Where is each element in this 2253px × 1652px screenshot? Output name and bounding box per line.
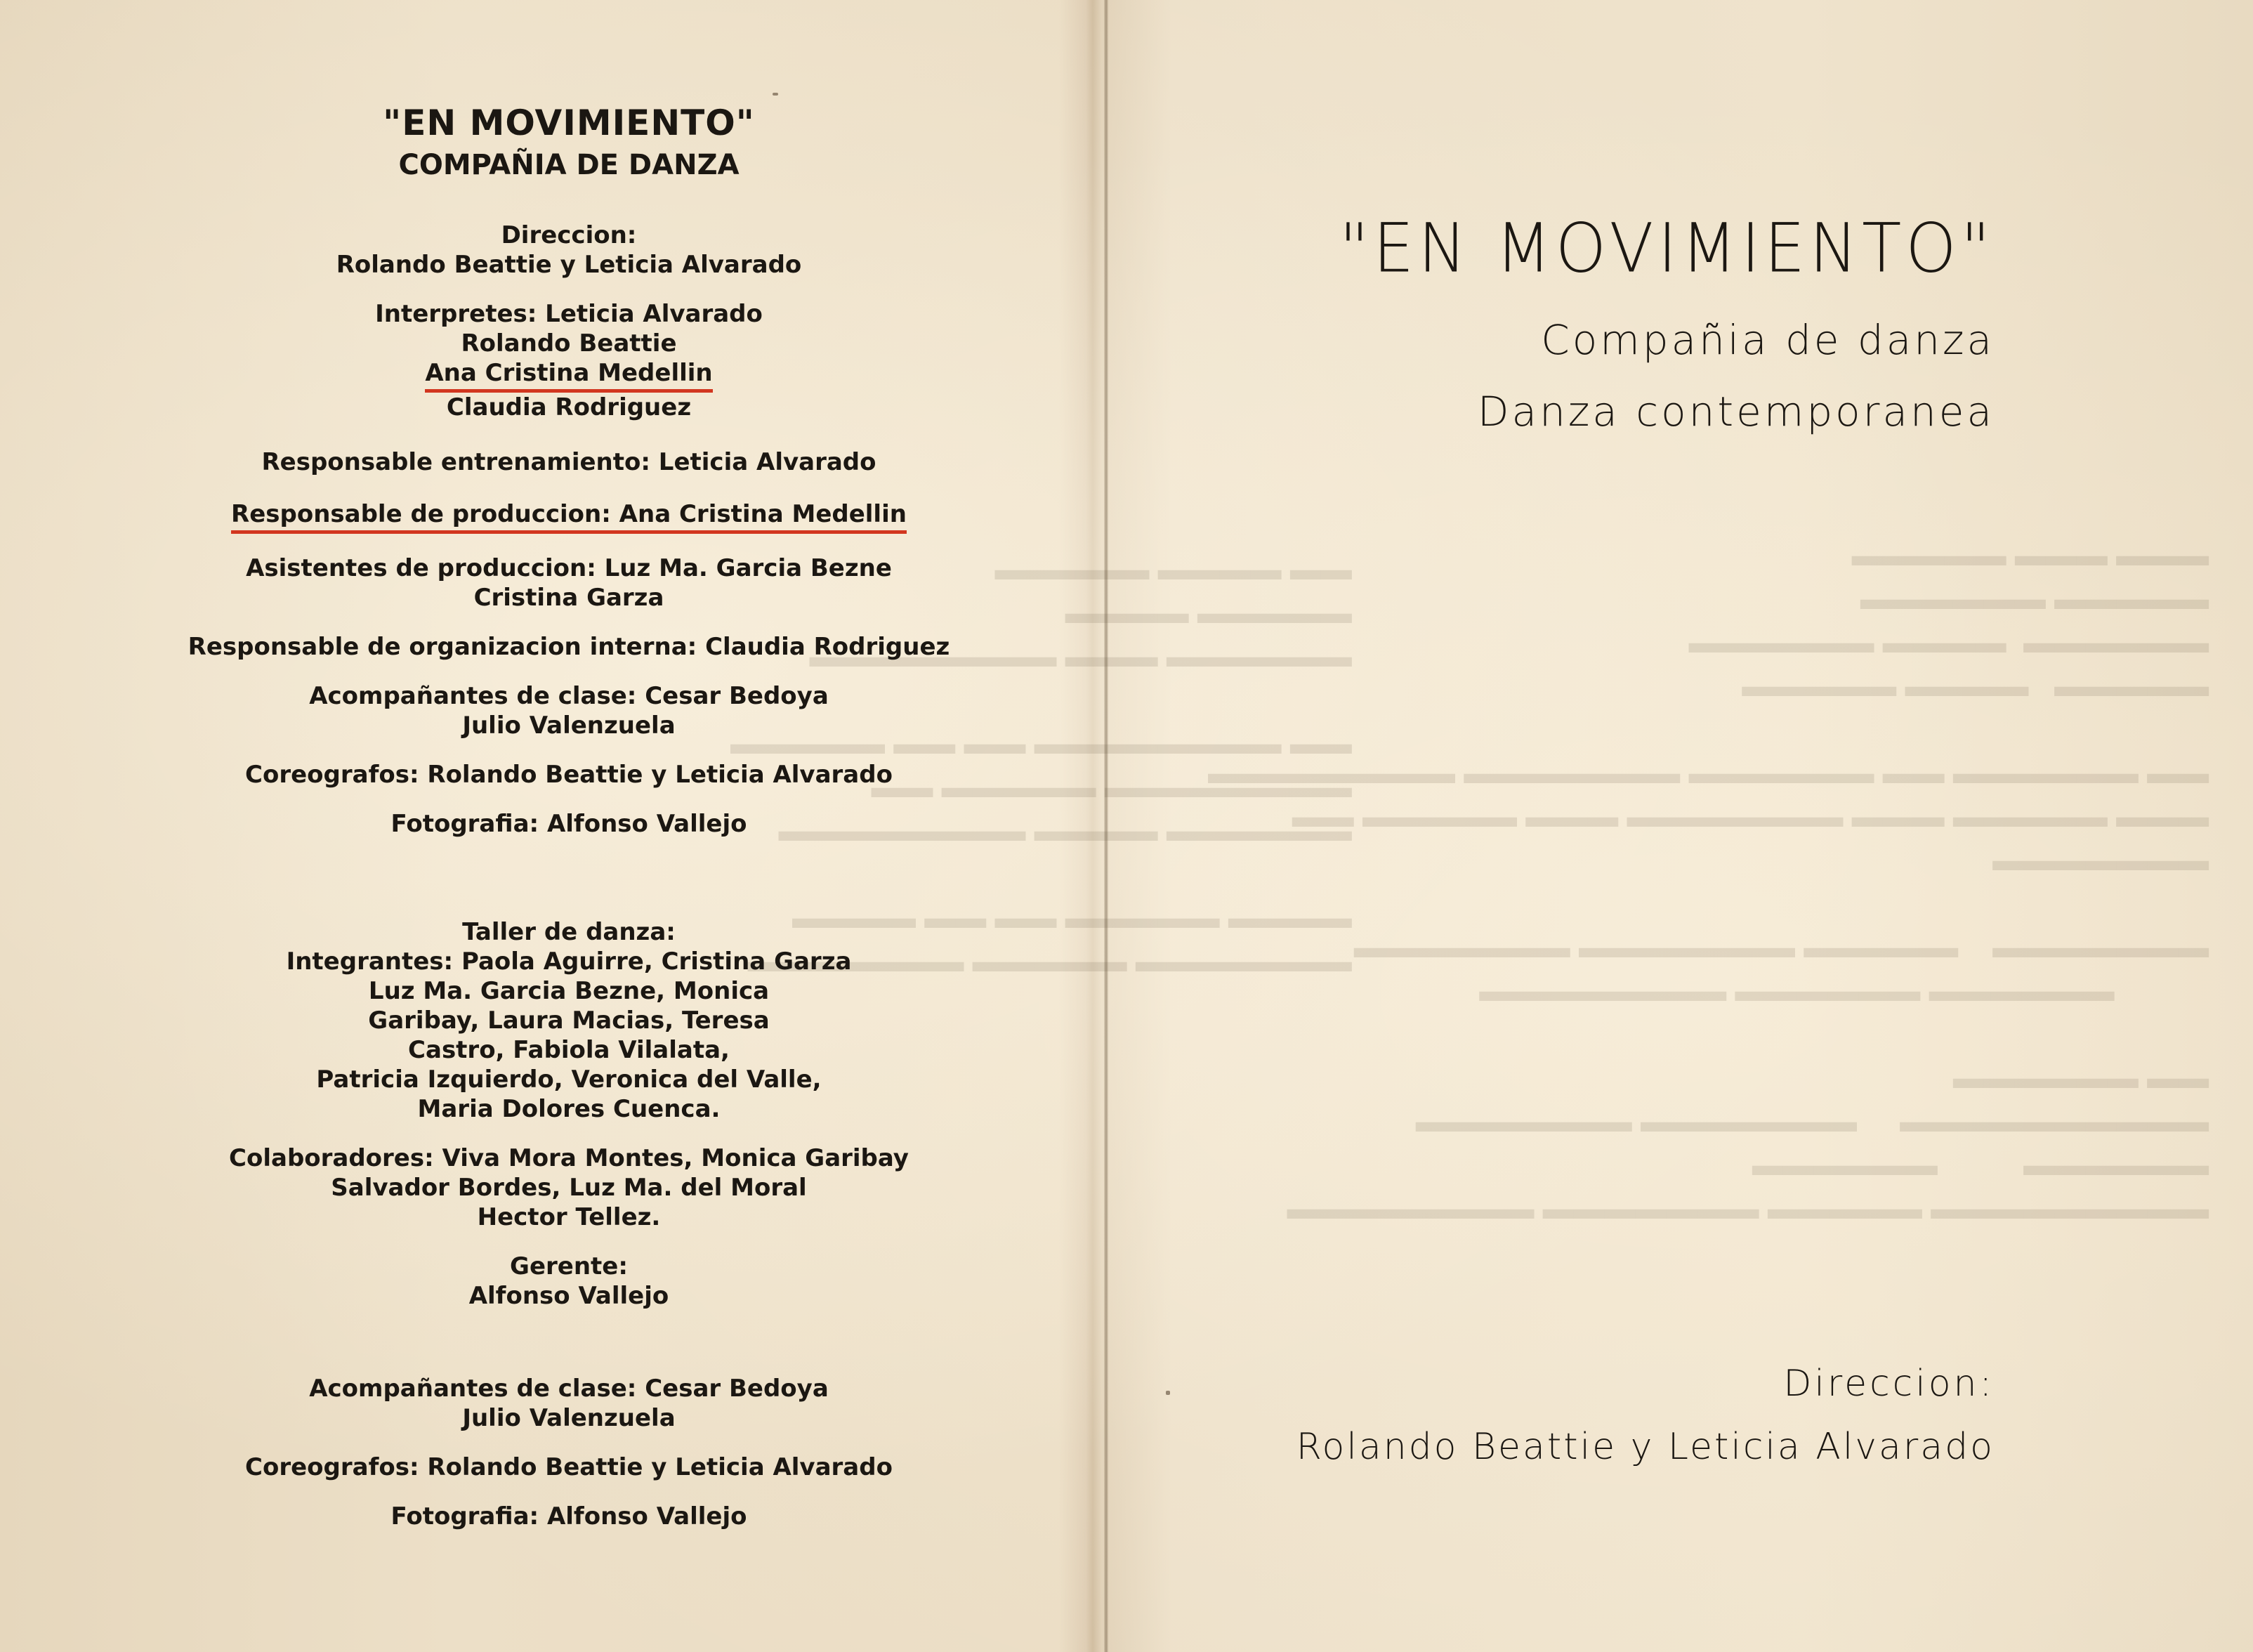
- asistentes-line-1: Asistentes de produccion: Luz Ma. Garcia Bezne: [246, 554, 892, 582]
- integrantes-line-5: Patricia Izquierdo, Veronica del Valle,: [316, 1066, 822, 1094]
- integrantes-line-3: Garibay, Laura Macias, Teresa: [368, 1007, 770, 1035]
- organizacion-line: Responsable de organizacion interna: Claudia Rodriguez: [188, 633, 950, 661]
- company-subtitle: COMPAÑIA DE DANZA: [398, 149, 740, 181]
- interpretes-block: [84, 299, 1053, 422]
- interpretes-line-3: [84, 358, 1053, 393]
- interpretes-line-2: Rolando Beattie: [461, 329, 677, 358]
- fotografia-line: Fotografia: Alfonso Vallejo: [390, 810, 747, 838]
- colaboradores-block: [84, 1143, 1053, 1232]
- interpretes-line-1: Interpretes: Leticia Alvarado: [375, 300, 763, 328]
- integrantes-line-6: Maria Dolores Cuenca.: [417, 1095, 721, 1123]
- cover-title: "EN MOVIMIENTO": [1339, 209, 1995, 288]
- interpretes-line-4: Claudia Rodriguez: [446, 393, 692, 421]
- acompanantes-block: [84, 681, 1053, 740]
- cover-subtitle-company: Compañia de danza: [1541, 316, 1995, 364]
- coreografos-line: Coreografos: Rolando Beattie y Leticia Alvarado: [245, 761, 893, 789]
- fotografia-block: [84, 809, 1053, 839]
- gerente-label: Gerente:: [510, 1252, 628, 1280]
- company-title: "EN MOVIMIENTO": [383, 103, 755, 143]
- acompanantes-block-2: [84, 1374, 1053, 1433]
- acompanantes-line-1: Acompañantes de clase: Cesar Bedoya: [309, 682, 829, 710]
- coreografos-block: [84, 760, 1053, 789]
- produccion-line: [84, 499, 1053, 534]
- acompanantes2-line-1: Acompañantes de clase: Cesar Bedoya: [309, 1375, 829, 1403]
- credits-panel: [84, 84, 1053, 1601]
- asistentes-block: [84, 553, 1053, 612]
- integrantes-line-4: Castro, Fabiola Vilalata,: [408, 1036, 730, 1064]
- cover-subtitle-genre: Danza contemporanea: [1477, 388, 1995, 435]
- colaboradores-line-3: Hector Tellez.: [477, 1203, 661, 1231]
- bleed-through-texture-left: ▬▬ ▬▬▬▬ ▬▬▬▬▬ ▬▬▬▬▬ ▬▬▬▬ ▬▬▬▬▬▬ ▬▬▬ ▬▬▬▬▬▬▬▬ ▬▬ ▬▬▬▬▬▬▬▬ ▬▬ ▬▬ ▬▬▬▬▬ ▬▬▬▬▬▬▬▬ ▬▬▬▬▬ ▬▬ ▬▬▬▬▬▬ ▬▬▬▬ ▬▬▬▬▬▬▬▬ ▬▬▬▬ ▬▬▬▬▬ ▬▬ ▬▬ ▬▬▬▬ ▬▬▬▬▬▬▬ ▬▬▬▬▬ ▬▬▬▬▬▬▬: [730, 552, 1352, 978]
- direccion-label: Direccion:: [501, 221, 637, 249]
- direccion-block: [84, 221, 1053, 280]
- colaboradores-line-1: Colaboradores: Viva Mora Montes, Monica Garibay: [229, 1144, 909, 1172]
- fotografia-block-2: [84, 1502, 1053, 1531]
- acompanantes-line-2: Julio Valenzuela: [462, 712, 676, 740]
- gerente-block: [84, 1252, 1053, 1311]
- integrantes-line-2: Luz Ma. Garcia Bezne, Monica: [368, 977, 770, 1005]
- interpretes-highlight: Ana Cristina Medellin: [425, 358, 712, 393]
- taller-label: Taller de danza:: [462, 918, 676, 946]
- cover-direccion-names: Rolando Beattie y Leticia Alvarado: [1296, 1426, 1995, 1468]
- center-fold: [1104, 0, 1108, 1652]
- fotografia2-line: Fotografia: Alfonso Vallejo: [390, 1502, 747, 1530]
- acompanantes2-line-2: Julio Valenzuela: [462, 1404, 676, 1432]
- entrenamiento-line: Responsable entrenamiento: Leticia Alvarado: [261, 448, 876, 476]
- cover-direccion-label: Direccion:: [1783, 1363, 1995, 1405]
- direccion-names: Rolando Beattie y Leticia Alvarado: [336, 251, 802, 279]
- integrantes-line-1: Integrantes: Paola Aguirre, Cristina Garza: [286, 948, 852, 976]
- produccion-highlight: Responsable de produccion: Ana Cristina Medellin: [231, 499, 907, 534]
- produccion-block: [84, 499, 1053, 534]
- coreografos2-line: Coreografos: Rolando Beattie y Leticia Alvarado: [245, 1453, 893, 1481]
- asistentes-line-2: Cristina Garza: [473, 584, 664, 612]
- organizacion-block: [84, 632, 1053, 662]
- cover-panel: [1152, 183, 1995, 1517]
- coreografos-block-2: [84, 1453, 1053, 1482]
- taller-block: [84, 917, 1053, 1124]
- bleed-through-texture: ▬▬▬ ▬▬▬ ▬▬▬▬▬ ▬▬▬▬▬ ▬▬▬▬▬▬ ▬▬▬▬▬▬ ▬▬▬▬ ▬▬▬▬▬▬ ▬▬▬▬▬ ▬▬▬▬ ▬▬▬▬▬ ▬▬ ▬▬▬▬▬▬ ▬▬ ▬▬▬▬▬▬ ▬▬▬▬▬▬▬ ▬▬▬▬▬▬▬▬ ▬▬▬ ▬▬▬▬▬ ▬▬▬ ▬▬▬▬▬▬▬ ▬▬▬ ▬▬▬▬▬ ▬▬ ▬▬▬▬▬▬▬ ▬▬▬▬▬▬▬ ▬▬▬▬▬ ▬▬▬▬▬▬▬ ▬▬▬▬▬▬▬ ▬▬▬▬▬▬ ▬▬▬▬▬▬ ▬▬▬▬▬▬▬▬ ▬▬ ▬▬▬▬▬▬ ▬▬▬▬▬▬▬▬▬▬ ▬▬▬▬▬▬▬ ▬▬▬▬▬▬▬ ▬▬▬▬▬▬ ▬▬▬▬▬▬ ▬▬▬▬▬▬▬▬▬ ▬▬▬▬▬ ▬▬▬▬▬▬▬ ▬▬▬▬▬▬▬▬: [1208, 538, 2209, 1226]
- gerente-name: Alfonso Vallejo: [468, 1282, 669, 1310]
- entrenamiento-block: [84, 447, 1053, 477]
- colaboradores-line-2: Salvador Bordes, Luz Ma. del Moral: [331, 1174, 807, 1202]
